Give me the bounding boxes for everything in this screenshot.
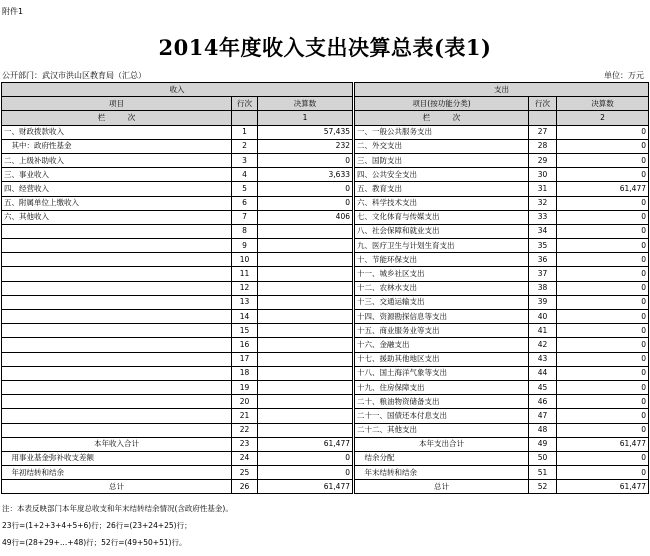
income-rowno-cell: 1 <box>232 125 258 139</box>
income-amount-cell: 61,477 <box>258 480 354 494</box>
expense-rowno-cell: 36 <box>529 253 557 267</box>
income-amount-cell <box>258 281 354 295</box>
income-item-cell <box>2 253 232 267</box>
expense-amount-cell: 0 <box>557 324 649 338</box>
income-item-cell: 年初结转和结余 <box>2 466 232 480</box>
income-item-cell: 五、附属单位上缴收入 <box>2 196 232 210</box>
expense-item-cell: 二十二、其他支出 <box>354 423 529 437</box>
income-amount-cell <box>258 366 354 380</box>
expense-rowno-cell: 31 <box>529 182 557 196</box>
income-amount-cell: 232 <box>258 139 354 153</box>
expense-rowno-cell: 32 <box>529 196 557 210</box>
income-item-cell: 一、财政拨款收入 <box>2 125 232 139</box>
table-row <box>2 182 649 196</box>
footnote-line: 49行=(28+29+…+48)行；52行=(49+50+51)行。 <box>2 538 187 547</box>
expense-amount-cell: 0 <box>557 380 649 394</box>
expense-item-cell: 一、一般公共服务支出 <box>354 125 529 139</box>
expense-item-cell: 结余分配 <box>354 451 529 465</box>
income-rowno-cell: 26 <box>232 480 258 494</box>
expense-item-cell: 十一、城乡社区支出 <box>354 267 529 281</box>
expense-rowno-cell: 52 <box>529 480 557 494</box>
income-amount-cell <box>258 239 354 253</box>
income-amount-cell: 406 <box>258 210 354 224</box>
expense-item-cell: 十七、援助其他地区支出 <box>354 352 529 366</box>
income-col-blank <box>232 111 258 125</box>
income-item-header: 项目 <box>2 97 232 111</box>
expense-amount-header: 决算数 <box>557 97 649 111</box>
income-amount-cell: 3,633 <box>258 168 354 182</box>
expense-rowno-cell: 38 <box>529 281 557 295</box>
income-rowno-header: 行次 <box>232 97 258 111</box>
table-row <box>2 380 649 394</box>
expense-amount-cell: 0 <box>557 139 649 153</box>
expense-item-cell: 十二、农林水支出 <box>354 281 529 295</box>
expense-amount-cell: 61,477 <box>557 437 649 451</box>
income-rowno-cell: 11 <box>232 267 258 281</box>
table-row <box>2 168 649 182</box>
income-rowno-cell: 24 <box>232 451 258 465</box>
expense-rowno-cell: 27 <box>529 125 557 139</box>
expense-rowno-cell: 35 <box>529 239 557 253</box>
expense-amount-cell: 0 <box>557 366 649 380</box>
table-header-columns <box>2 97 649 111</box>
expense-rowno-cell: 34 <box>529 224 557 238</box>
expense-amount-cell: 0 <box>557 253 649 267</box>
income-rowno-cell: 15 <box>232 324 258 338</box>
expense-rowno-cell: 28 <box>529 139 557 153</box>
income-rowno-cell: 2 <box>232 139 258 153</box>
expense-rowno-cell: 37 <box>529 267 557 281</box>
expense-item-cell: 六、科学技术支出 <box>354 196 529 210</box>
income-amount-cell <box>258 409 354 423</box>
table-row <box>2 281 649 295</box>
expense-item-cell: 十八、国土海洋气象等支出 <box>354 366 529 380</box>
income-rowno-cell: 16 <box>232 338 258 352</box>
income-item-cell <box>2 380 232 394</box>
income-rowno-cell: 21 <box>232 409 258 423</box>
expense-amount-cell: 0 <box>557 196 649 210</box>
income-item-cell <box>2 324 232 338</box>
expense-amount-cell: 0 <box>557 267 649 281</box>
expense-amount-cell: 0 <box>557 310 649 324</box>
expense-rowno-cell: 44 <box>529 366 557 380</box>
income-col-number: 1 <box>258 111 354 125</box>
income-item-cell: 三、事业收入 <box>2 168 232 182</box>
income-amount-cell: 61,477 <box>258 437 354 451</box>
expense-item-cell: 年末结转和结余 <box>354 466 529 480</box>
table-row <box>2 253 649 267</box>
expense-rowno-header: 行次 <box>529 97 557 111</box>
income-rowno-cell: 10 <box>232 253 258 267</box>
income-rowno-cell: 23 <box>232 437 258 451</box>
expense-rowno-cell: 45 <box>529 380 557 394</box>
expense-amount-cell: 0 <box>557 409 649 423</box>
income-amount-cell: 0 <box>258 196 354 210</box>
income-item-cell <box>2 310 232 324</box>
table-row <box>2 366 649 380</box>
income-rowno-cell: 14 <box>232 310 258 324</box>
income-item-cell: 总计 <box>2 480 232 494</box>
income-amount-cell: 0 <box>258 451 354 465</box>
expense-amount-cell: 0 <box>557 423 649 437</box>
expense-item-cell: 十四、资源勘探信息等支出 <box>354 310 529 324</box>
income-amount-cell: 0 <box>258 182 354 196</box>
income-amount-header: 决算数 <box>258 97 354 111</box>
income-rowno-cell: 18 <box>232 366 258 380</box>
income-item-cell <box>2 409 232 423</box>
income-amount-cell: 0 <box>258 466 354 480</box>
expense-item-cell: 总计 <box>354 480 529 494</box>
income-item-cell: 用事业基金弥补收支差额 <box>2 451 232 465</box>
income-amount-cell <box>258 395 354 409</box>
footnotes <box>2 500 233 551</box>
income-item-cell <box>2 239 232 253</box>
table-row <box>2 210 649 224</box>
expense-item-header: 项目(按功能分类) <box>354 97 529 111</box>
income-item-cell: 其中：政府性基金 <box>2 139 232 153</box>
expense-col-label: 栏 次 <box>354 111 529 125</box>
expense-amount-cell: 0 <box>557 210 649 224</box>
income-rowno-cell: 17 <box>232 352 258 366</box>
budget-table <box>1 82 649 494</box>
expense-item-cell: 十五、商业服务业等支出 <box>354 324 529 338</box>
expense-rowno-cell: 39 <box>529 295 557 309</box>
income-col-label: 栏 次 <box>2 111 232 125</box>
income-item-cell <box>2 224 232 238</box>
income-item-cell <box>2 295 232 309</box>
expense-rowno-cell: 41 <box>529 324 557 338</box>
income-rowno-cell: 3 <box>232 153 258 167</box>
table-row <box>2 224 649 238</box>
expense-col-number: 2 <box>557 111 649 125</box>
expense-item-cell: 十九、住房保障支出 <box>354 380 529 394</box>
expense-rowno-cell: 40 <box>529 310 557 324</box>
table-row <box>2 196 649 210</box>
income-amount-cell <box>258 310 354 324</box>
table-row <box>2 451 649 465</box>
income-rowno-cell: 8 <box>232 224 258 238</box>
income-amount-cell <box>258 338 354 352</box>
income-item-cell: 二、上级补助收入 <box>2 153 232 167</box>
table-header-column-index <box>2 111 649 125</box>
income-section-header: 收入 <box>2 83 354 97</box>
expense-amount-cell: 0 <box>557 224 649 238</box>
expense-item-cell: 三、国防支出 <box>354 153 529 167</box>
income-amount-cell <box>258 352 354 366</box>
income-rowno-cell: 7 <box>232 210 258 224</box>
income-amount-cell <box>258 224 354 238</box>
expense-amount-cell: 0 <box>557 466 649 480</box>
expense-amount-cell: 0 <box>557 295 649 309</box>
income-rowno-cell: 19 <box>232 380 258 394</box>
table-row <box>2 437 649 451</box>
expense-item-cell: 四、公共安全支出 <box>354 168 529 182</box>
table-row <box>2 395 649 409</box>
expense-col-blank <box>529 111 557 125</box>
income-amount-cell: 0 <box>258 153 354 167</box>
table-row <box>2 295 649 309</box>
table-row <box>2 153 649 167</box>
table-row <box>2 267 649 281</box>
expense-item-cell: 十、节能环保支出 <box>354 253 529 267</box>
income-item-cell <box>2 395 232 409</box>
expense-amount-cell: 0 <box>557 395 649 409</box>
income-rowno-cell: 5 <box>232 182 258 196</box>
expense-item-cell: 二十、粮油物资储备支出 <box>354 395 529 409</box>
table-header-section <box>2 83 649 97</box>
expense-item-cell: 二、外交支出 <box>354 139 529 153</box>
income-item-cell <box>2 267 232 281</box>
income-rowno-cell: 13 <box>232 295 258 309</box>
table-row <box>2 423 649 437</box>
footnote-line: 注：本表反映部门本年度总收支和年末结转结余情况(含政府性基金)。 <box>2 504 233 513</box>
expense-amount-cell: 61,477 <box>557 480 649 494</box>
income-rowno-cell: 9 <box>232 239 258 253</box>
expense-section-header: 支出 <box>354 83 649 97</box>
expense-rowno-cell: 49 <box>529 437 557 451</box>
expense-rowno-cell: 46 <box>529 395 557 409</box>
table-row <box>2 324 649 338</box>
expense-amount-cell: 0 <box>557 451 649 465</box>
expense-rowno-cell: 33 <box>529 210 557 224</box>
attachment-label: 附件1 <box>2 7 24 16</box>
footnote-line: 23行=(1+2+3+4+5+6)行；26行=(23+24+25)行； <box>2 521 192 530</box>
income-item-cell: 六、其他收入 <box>2 210 232 224</box>
income-amount-cell <box>258 253 354 267</box>
expense-amount-cell: 0 <box>557 125 649 139</box>
expense-item-cell: 本年支出合计 <box>354 437 529 451</box>
income-amount-cell <box>258 295 354 309</box>
income-rowno-cell: 25 <box>232 466 258 480</box>
expense-rowno-cell: 42 <box>529 338 557 352</box>
income-rowno-cell: 6 <box>232 196 258 210</box>
income-item-cell <box>2 281 232 295</box>
expense-item-cell: 七、文化体育与传媒支出 <box>354 210 529 224</box>
income-item-cell: 四、经营收入 <box>2 182 232 196</box>
expense-rowno-cell: 30 <box>529 168 557 182</box>
expense-amount-cell: 61,477 <box>557 182 649 196</box>
expense-amount-cell: 0 <box>557 338 649 352</box>
department-label: 公开部门：武汉市洪山区教育局（汇总） <box>2 71 146 80</box>
income-item-cell: 本年收入合计 <box>2 437 232 451</box>
income-amount-cell <box>258 380 354 394</box>
expense-rowno-cell: 48 <box>529 423 557 437</box>
income-item-cell <box>2 423 232 437</box>
expense-amount-cell: 0 <box>557 239 649 253</box>
table-row <box>2 125 649 139</box>
expense-amount-cell: 0 <box>557 168 649 182</box>
expense-rowno-cell: 43 <box>529 352 557 366</box>
table-row <box>2 480 649 494</box>
expense-rowno-cell: 51 <box>529 466 557 480</box>
expense-item-cell: 二十一、国债还本付息支出 <box>354 409 529 423</box>
unit-label: 单位：万元 <box>604 71 644 80</box>
table-row <box>2 352 649 366</box>
income-amount-cell: 57,435 <box>258 125 354 139</box>
income-item-cell <box>2 338 232 352</box>
page-title: 2014年度收入支出决算总表(表1) <box>158 35 492 60</box>
expense-item-cell: 十三、交通运输支出 <box>354 295 529 309</box>
table-row <box>2 310 649 324</box>
expense-item-cell: 八、社会保障和就业支出 <box>354 224 529 238</box>
income-rowno-cell: 20 <box>232 395 258 409</box>
income-amount-cell <box>258 324 354 338</box>
income-amount-cell <box>258 423 354 437</box>
expense-rowno-cell: 29 <box>529 153 557 167</box>
income-rowno-cell: 12 <box>232 281 258 295</box>
income-item-cell <box>2 352 232 366</box>
expense-rowno-cell: 47 <box>529 409 557 423</box>
expense-item-cell: 九、医疗卫生与计划生育支出 <box>354 239 529 253</box>
income-item-cell <box>2 366 232 380</box>
table-row <box>2 466 649 480</box>
expense-item-cell: 五、教育支出 <box>354 182 529 196</box>
table-row <box>2 338 649 352</box>
income-rowno-cell: 22 <box>232 423 258 437</box>
table-row <box>2 239 649 253</box>
income-amount-cell <box>258 267 354 281</box>
expense-item-cell: 十六、金融支出 <box>354 338 529 352</box>
table-row <box>2 409 649 423</box>
expense-amount-cell: 0 <box>557 352 649 366</box>
expense-amount-cell: 0 <box>557 153 649 167</box>
table-row <box>2 139 649 153</box>
income-rowno-cell: 4 <box>232 168 258 182</box>
expense-amount-cell: 0 <box>557 281 649 295</box>
expense-rowno-cell: 50 <box>529 451 557 465</box>
